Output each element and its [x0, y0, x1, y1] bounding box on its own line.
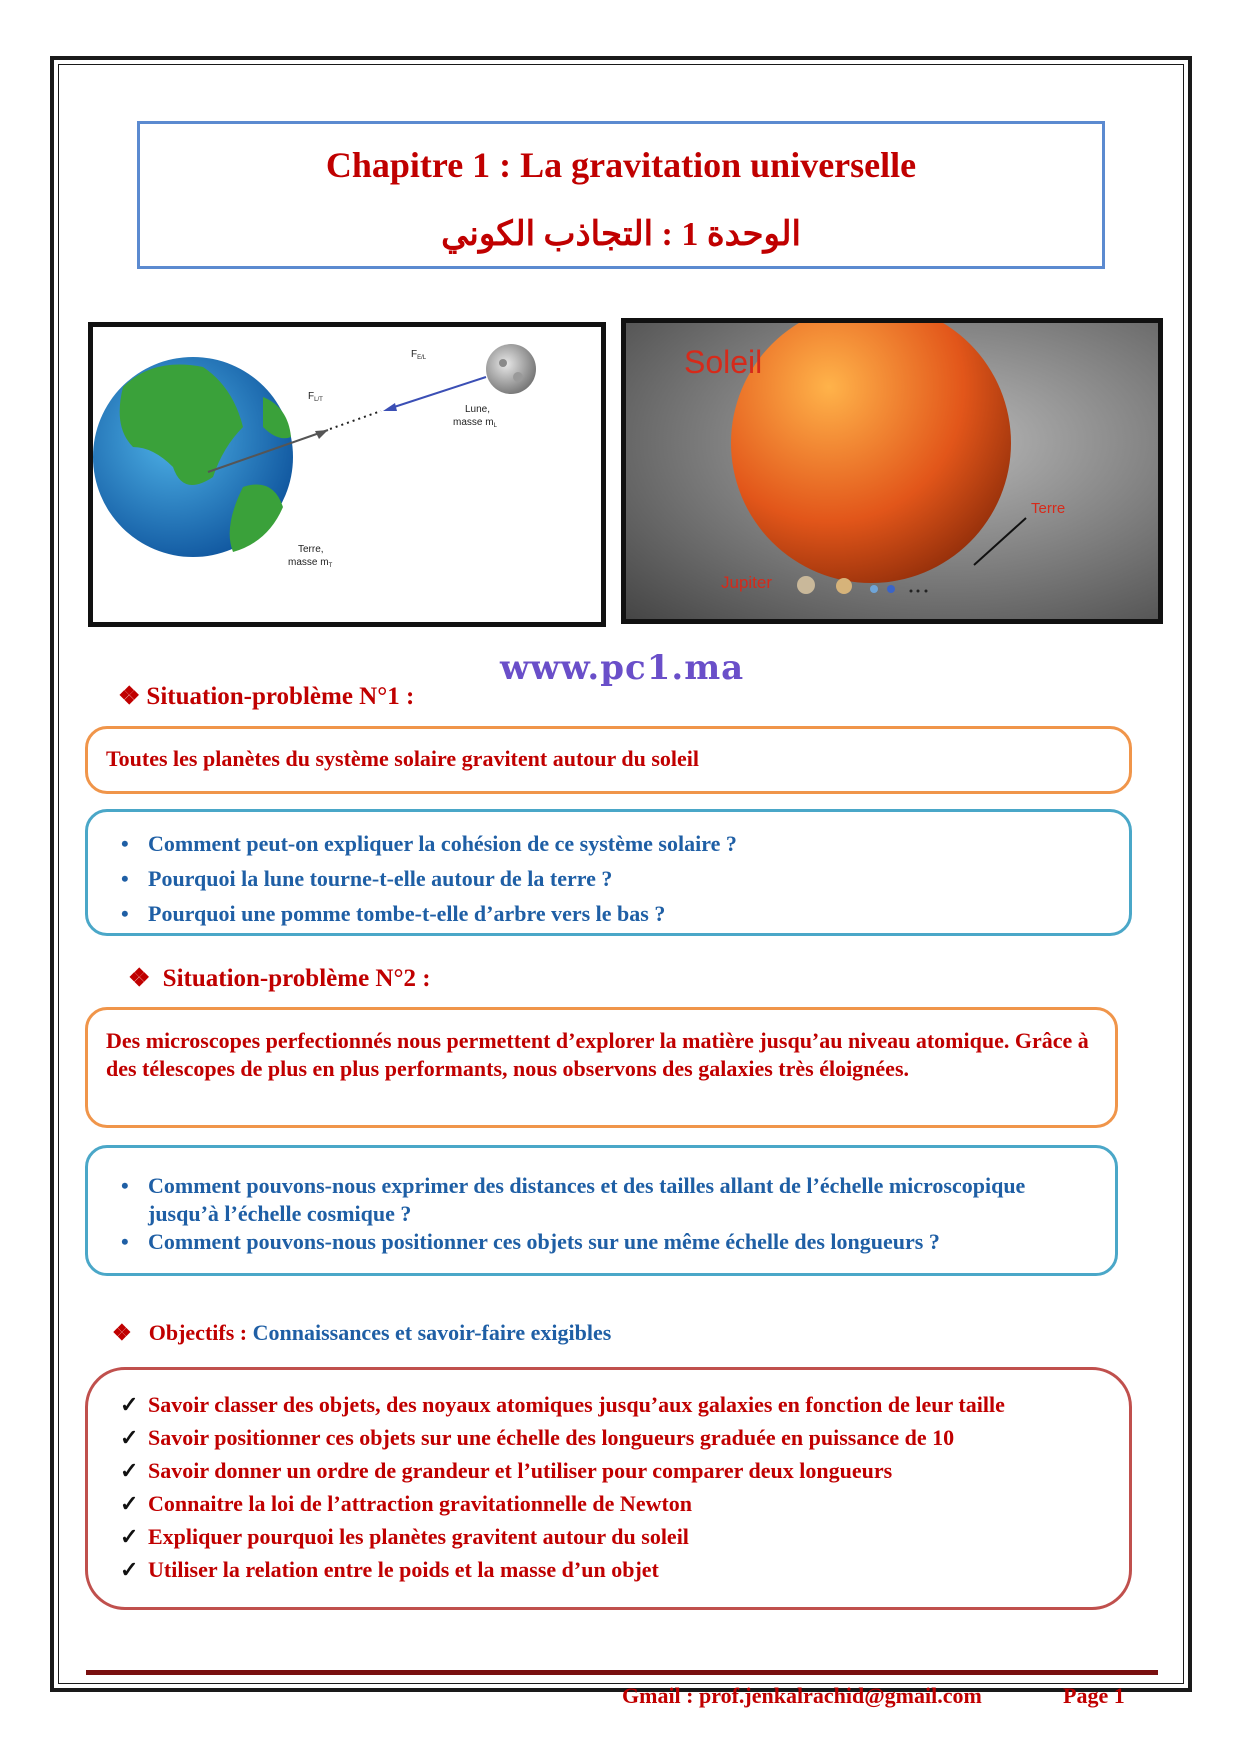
list-item: ✓ Expliquer pourquoi les planètes gravitent autour du soleil	[120, 1520, 1005, 1553]
page-number: Page 1	[1063, 1683, 1125, 1708]
list-item: ✓ Connaitre la loi de l’attraction gravitationnelle de Newton	[120, 1487, 1005, 1520]
list-item: ✓ Savoir donner un ordre de grandeur et l’utiliser pour comparer deux longueurs	[120, 1454, 1005, 1487]
moon-icon	[486, 344, 536, 394]
check-icon: ✓	[120, 1392, 139, 1417]
earth-icon	[93, 357, 293, 557]
terre-label: Terre	[1031, 500, 1066, 517]
objectives-heading: ❖ Objectifs : Connaissances et savoir-faire exigibles	[112, 1320, 612, 1345]
chapter-title-arabic: الوحدة 1 : التجاذب الكوني	[441, 216, 801, 253]
list-item: ✓ Utiliser la relation entre le poids et la masse d’un objet	[120, 1553, 1005, 1586]
sun-planets-diagram	[626, 323, 1158, 619]
uranus-icon	[870, 585, 878, 593]
footer-divider	[86, 1670, 1158, 1675]
situation2-statement-box	[85, 1007, 1118, 1128]
moon-label: Lune,	[465, 404, 491, 415]
situation2-questions	[113, 1172, 1053, 1256]
svg-text:FE/L: $F_{E/L}$	[411, 349, 427, 361]
footer-email: Gmail : prof.jenkalrachid@gmail.com	[622, 1683, 982, 1708]
svg-text:FL/T: $F_{L/T}$	[308, 391, 323, 403]
situation2-statement: Des microscopes perfectionnés nous permettent d’explorer la matière jusqu’au niveau atomique. Grâce à des télescopes de plus en plus performants, nous observons des galaxies très éloignées.	[106, 1028, 1089, 1081]
moon-mass-label: masse $m_L$	[453, 417, 497, 429]
list-item: • Comment peut-on expliquer la cohésion de ce système solaire ?	[113, 826, 737, 861]
objectives-box	[85, 1367, 1132, 1610]
chapter-title: Chapitre 1 : La gravitation universelle	[325, 145, 917, 185]
list-item: ✓ Savoir classer des objets, des noyaux atomiques jusqu’aux galaxies en fonction de leur taille	[120, 1388, 1005, 1421]
check-icon: ✓	[120, 1524, 139, 1549]
list-item: • Pourquoi une pomme tombe-t-elle d’arbre vers le bas ?	[113, 896, 737, 931]
situation1-statement: Toutes les planètes du système solaire gravitent autour du soleil	[106, 746, 700, 771]
list-item: • Comment pouvons-nous exprimer des distances et des tailles allant de l’échelle microscopique jusqu’à l’échelle cosmique ?	[113, 1172, 1053, 1228]
objectives-list	[120, 1388, 1005, 1586]
earth-label: Terre,	[298, 544, 324, 555]
situation2-questions-box	[85, 1145, 1118, 1276]
earth-mass-label: masse $m_T$	[288, 557, 333, 569]
list-item: • Comment pouvons-nous positionner ces objets sur une même échelle des longueurs ?	[113, 1228, 1053, 1256]
situation1-heading: ❖ Situation-problème N°1 :	[118, 683, 415, 710]
dotted-line	[330, 411, 381, 429]
sun-planets-figure	[621, 318, 1163, 624]
situation1-statement-box	[85, 726, 1132, 794]
website-watermark: www.pc1.ma	[500, 648, 745, 688]
diamond-bullet-icon: ❖	[118, 683, 141, 710]
check-icon: ✓	[120, 1425, 139, 1450]
jupiter-label: Jupiter	[721, 573, 773, 592]
check-icon: ✓	[120, 1491, 139, 1516]
list-item: ✓ Savoir positionner ces objets sur une échelle des longueurs graduée en puissance de 10	[120, 1421, 1005, 1454]
jupiter-icon	[797, 576, 815, 594]
diamond-bullet-icon: ❖	[128, 965, 151, 992]
check-icon: ✓	[120, 1458, 139, 1483]
neptune-icon	[887, 585, 895, 593]
check-icon: ✓	[120, 1557, 139, 1582]
situation2-heading: ❖ Situation-problème N°2 :	[128, 965, 431, 992]
list-item: • Pourquoi la lune tourne-t-elle autour de la terre ?	[113, 861, 737, 896]
diamond-bullet-icon: ❖	[112, 1320, 132, 1345]
title-box	[137, 121, 1105, 269]
earth-moon-figure	[88, 322, 606, 627]
situation1-questions	[113, 826, 737, 931]
situation1-questions-box	[85, 809, 1132, 936]
earth-moon-diagram	[93, 327, 601, 622]
saturn-icon	[836, 578, 852, 594]
sun-label: Soleil	[684, 344, 763, 380]
